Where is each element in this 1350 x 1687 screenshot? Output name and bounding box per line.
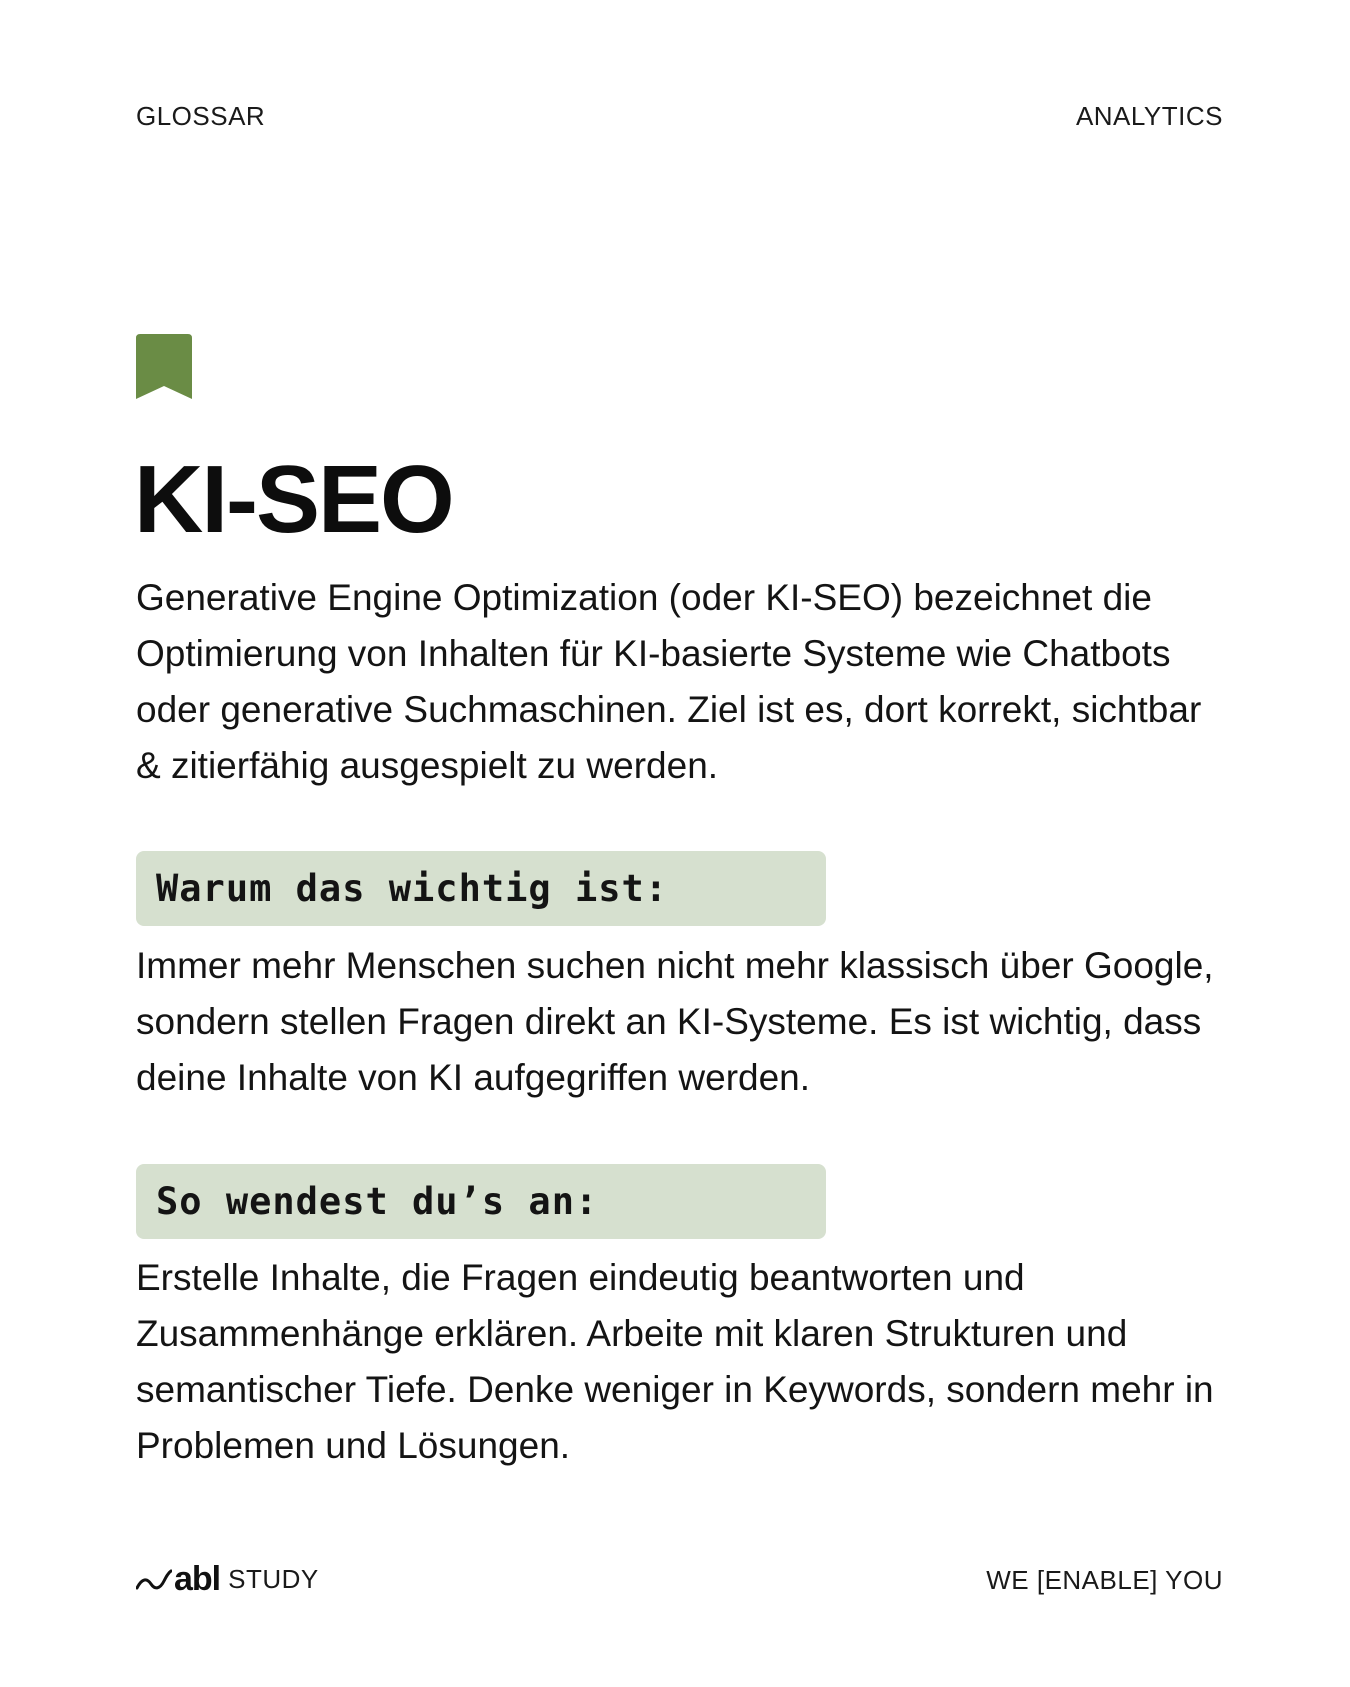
logo-wordmark: abl: [174, 1560, 221, 1598]
brand-suffix: STUDY: [228, 1564, 319, 1594]
brand-logo: [136, 1560, 319, 1599]
why-important-label-text: Warum das wichtig ist:: [156, 867, 669, 910]
why-important-label: [136, 851, 826, 926]
tagline: WE [ENABLE] YOU: [986, 1565, 1223, 1595]
how-to-apply-text: Erstelle Inhalte, die Fragen eindeutig beantworten und Zusammenhänge erklären. Arbeite mit klaren Strukturen und semantischer Tiefe. Denke weniger in Keywords, sondern mehr in Problemen und Lösungen.: [136, 1257, 1214, 1466]
category-label: GLOSSAR: [136, 101, 266, 131]
why-important-text: Immer mehr Menschen suchen nicht mehr klassisch über Google, sondern stellen Fragen direkt an KI-Systeme. Es ist wichtig, dass deine Inhalte von KI aufgegriffen werden.: [136, 945, 1214, 1098]
topic-label: ANALYTICS: [1075, 101, 1223, 131]
how-to-apply-label: [136, 1164, 826, 1239]
definition-text: Generative Engine Optimization (oder KI-SEO) bezeichnet die Optimierung von Inhalten für KI-basierte Systeme wie Chatbots oder generative Suchmaschinen. Ziel ist es, dort korrekt, sichtbar & zitierfähig ausgespielt zu werden.: [136, 577, 1202, 786]
page-title: KI-SEO: [134, 446, 453, 553]
bookmark-icon: [136, 334, 192, 399]
abl-logo-wave-icon: [136, 1569, 172, 1591]
how-to-apply-label-text: So wendest du’s an:: [156, 1180, 599, 1223]
